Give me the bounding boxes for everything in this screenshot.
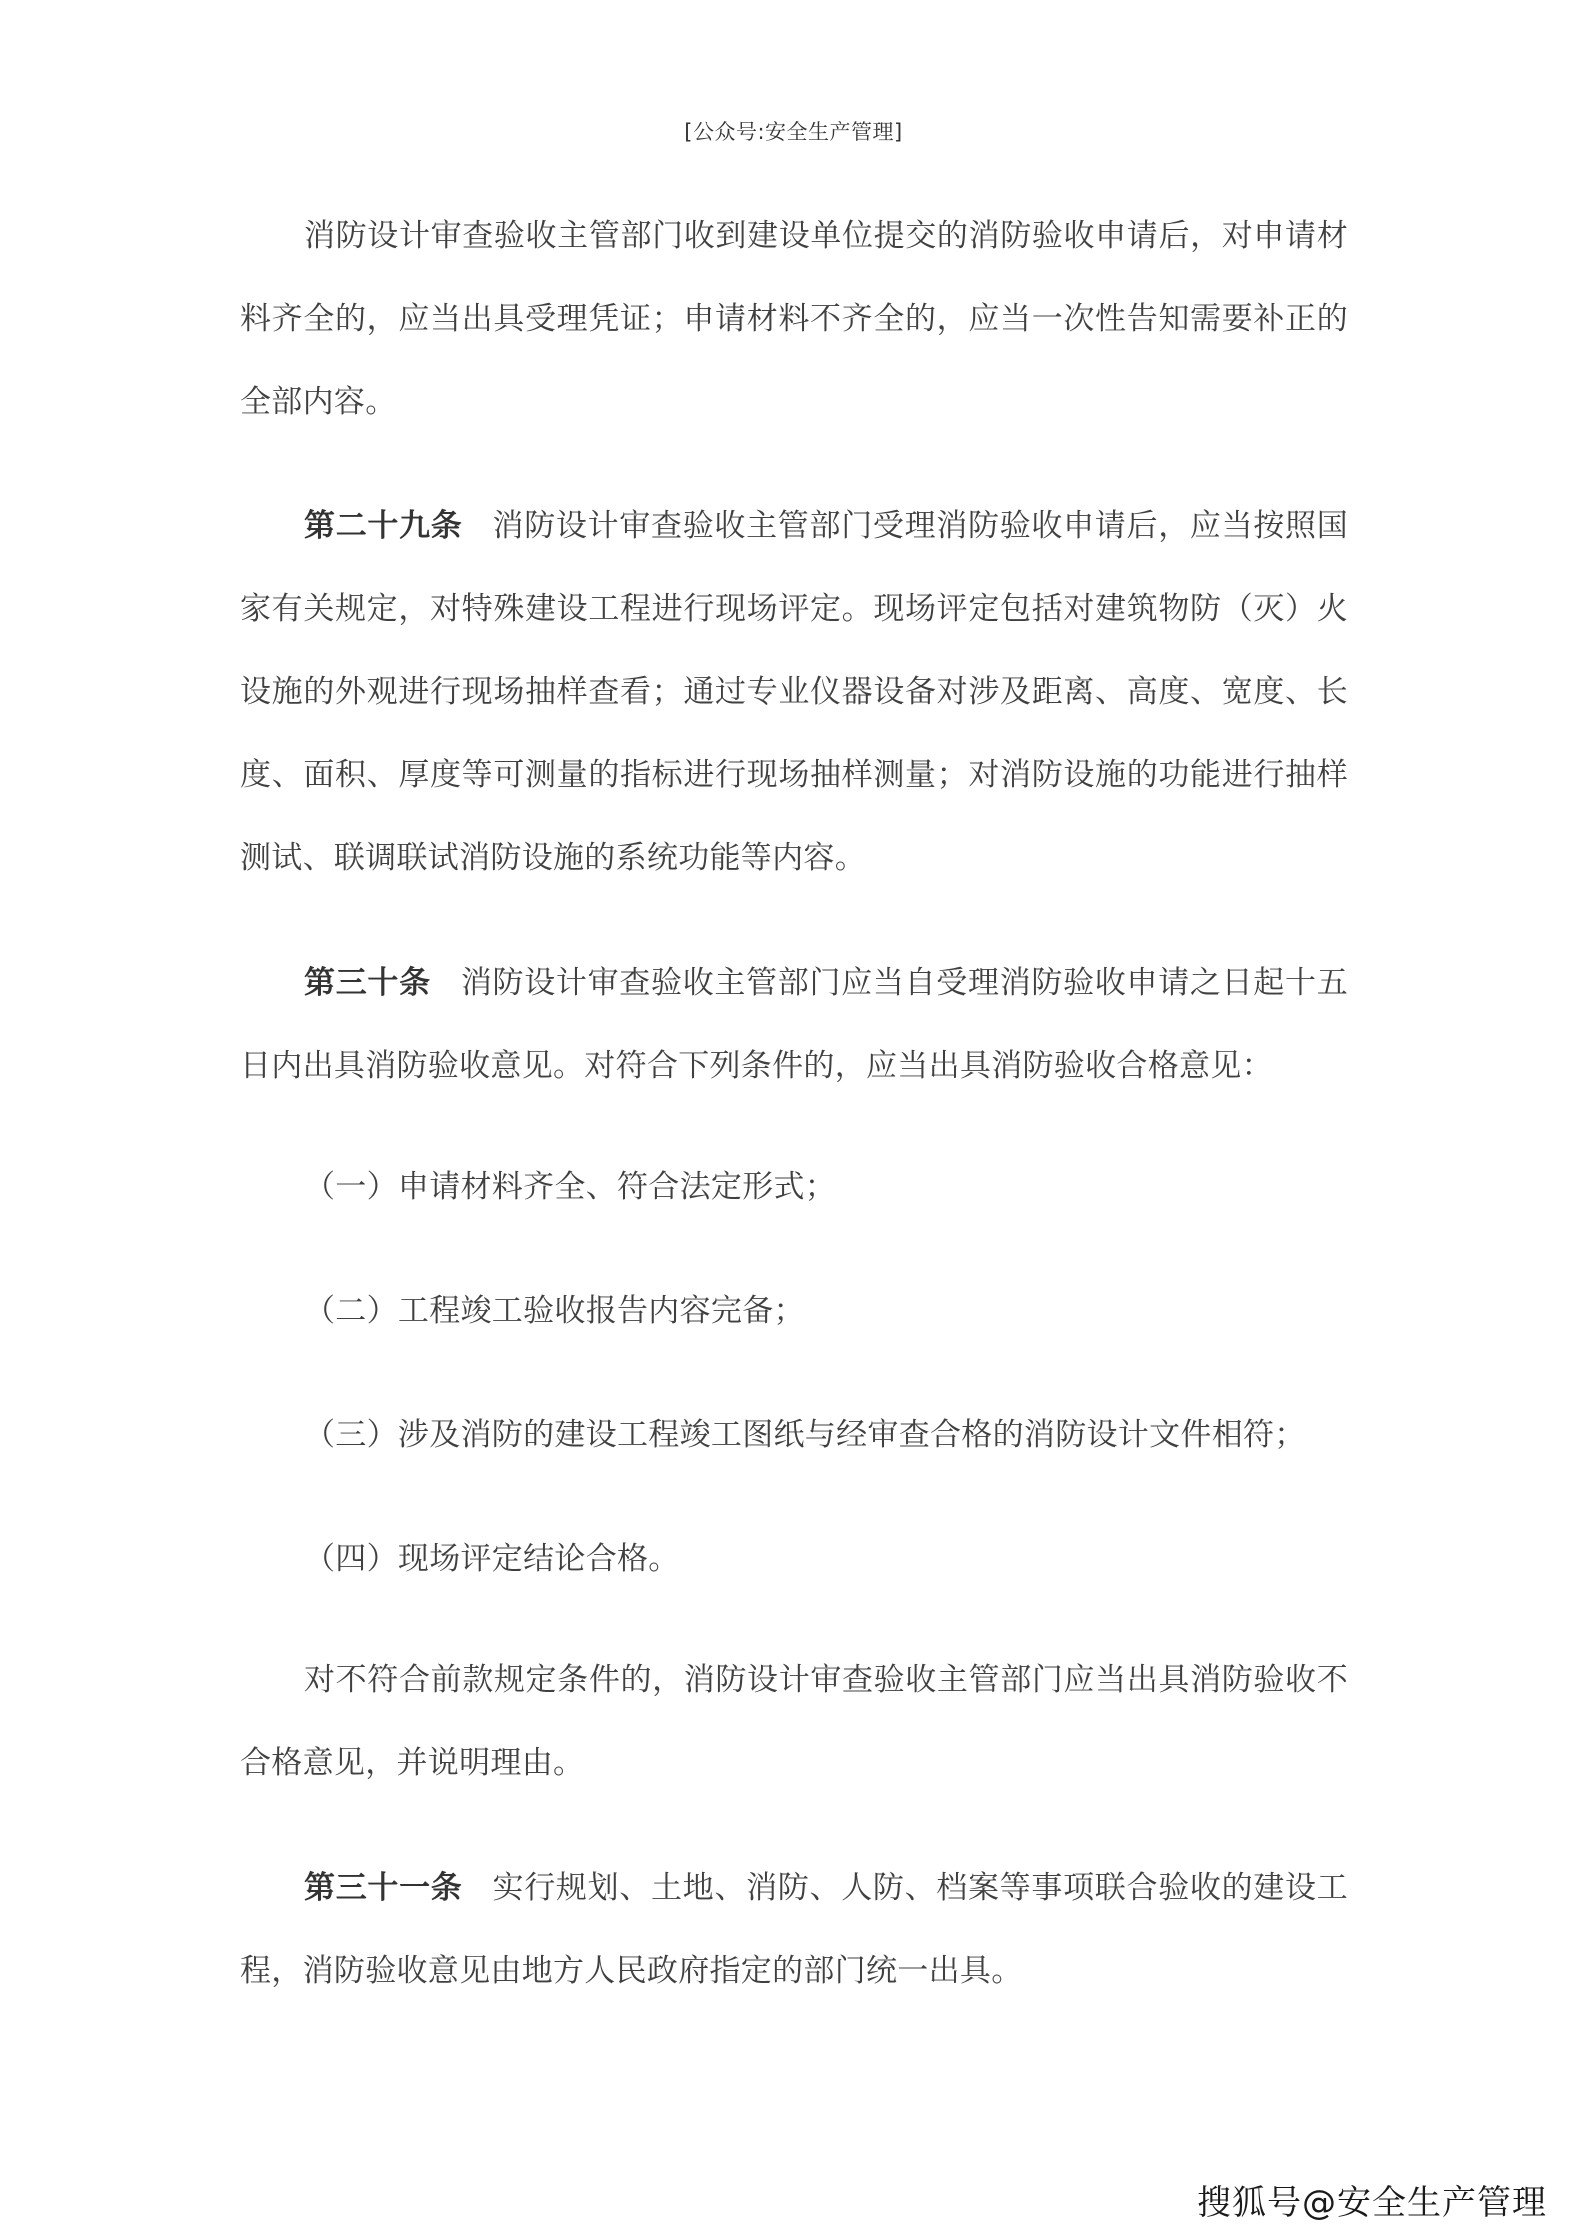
paragraph-application-receipt: 消防设计审查验收主管部门收到建设单位提交的消防验收申请后，对申请材料齐全的，应当出具受理凭证；申请材料不齐全的，应当一次性告知需要补正的全部内容。	[240, 218, 1348, 420]
condition-item-3: （三）涉及消防的建设工程竣工图纸与经审查合格的消防设计文件相符；	[304, 1417, 1306, 1453]
article-29-number: 第二十九条	[304, 508, 463, 544]
condition-item-4: （四）现场评定结论合格。	[304, 1541, 680, 1577]
article-31-number: 第三十一条	[304, 1870, 463, 1906]
condition-item-2: （二）工程竣工验收报告内容完备；	[304, 1293, 805, 1329]
page-header: [公众号:安全生产管理]	[684, 120, 903, 144]
article-30-number: 第三十条	[304, 965, 431, 1001]
article-29	[240, 485, 1348, 900]
watermark: 搜狐号@安全生产管理	[1197, 2183, 1547, 2223]
article-31	[240, 1847, 1348, 2013]
article-31-text: 实行规划、土地、消防、人防、档案等事项联合验收的建设工程，消防验收意见由地方人民政府指定的部门统一出具。	[240, 1870, 1348, 1989]
paragraph-unqualified: 对不符合前款规定条件的，消防设计审查验收主管部门应当出具消防验收不合格意见，并说明理由。	[240, 1662, 1348, 1781]
article-30-text: 消防设计审查验收主管部门应当自受理消防验收申请之日起十五日内出具消防验收意见。对符合下列条件的，应当出具消防验收合格意见：	[240, 965, 1349, 1084]
condition-item-1: （一）申请材料齐全、符合法定形式；	[304, 1169, 837, 1205]
article-30	[240, 942, 1348, 1108]
article-29-text: 消防设计审查验收主管部门受理消防验收申请后，应当按照国家有关规定，对特殊建设工程进行现场评定。现场评定包括对建筑物防（灭）火设施的外观进行现场抽样查看；通过专业仪器设备对涉及距离、高度、宽度、长度、面积、厚度等可测量的指标进行现场抽样测量；对消防设施的功能进行抽样测试、联调联试消防设施的系统功能等内容。	[240, 508, 1348, 876]
